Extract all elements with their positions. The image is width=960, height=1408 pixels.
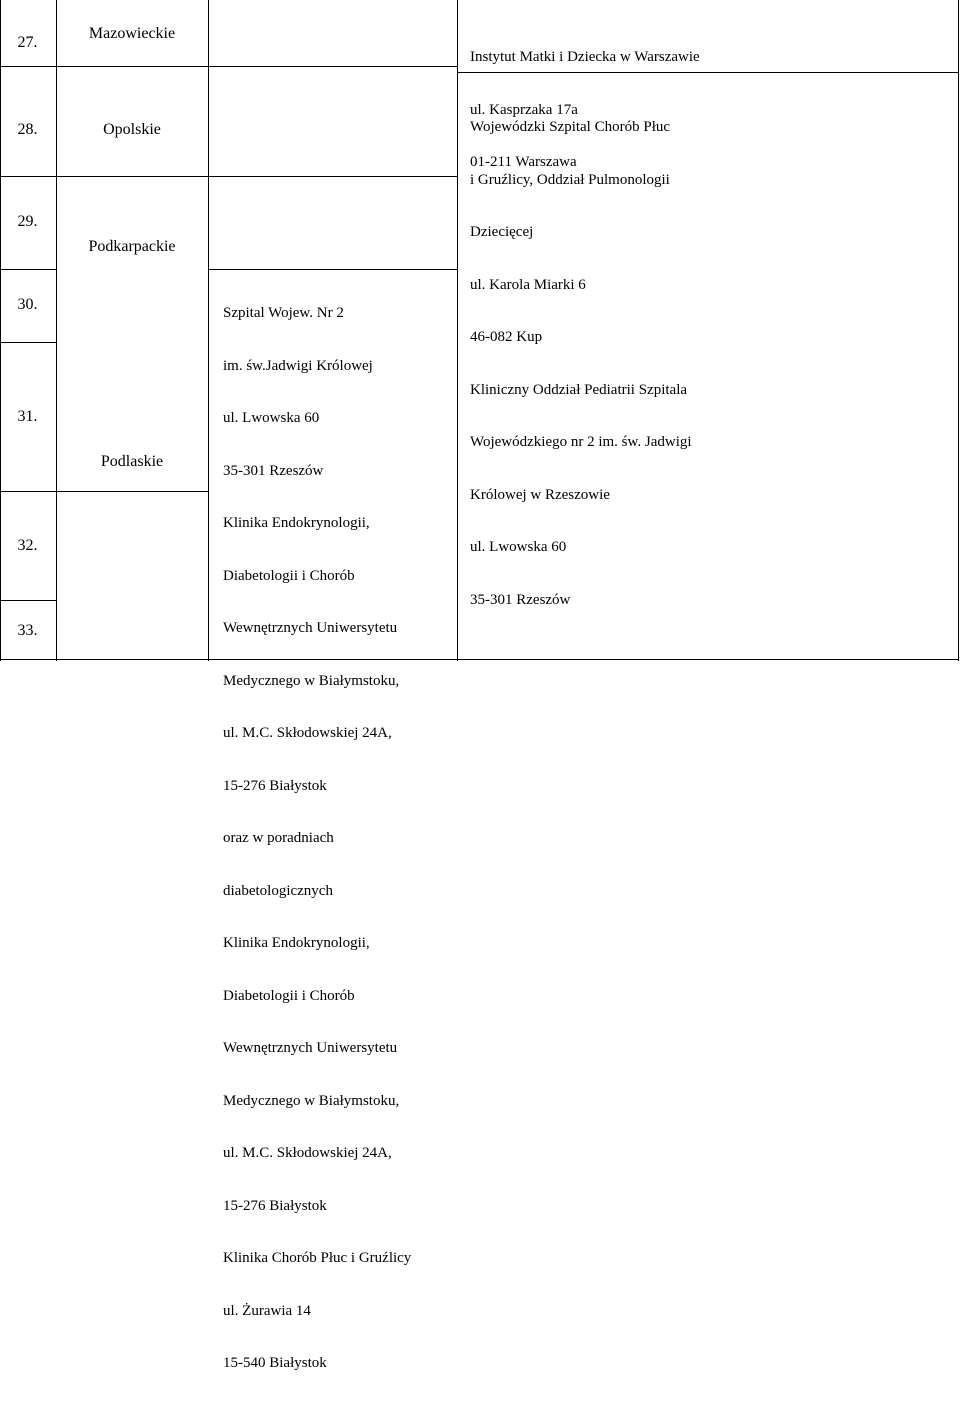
centre-line: ul. Lwowska 60 <box>470 539 567 555</box>
centre-line: ul. M.C. Skłodowskiej 24A, <box>223 1145 392 1161</box>
centre-line: 35-301 Rzeszów <box>223 462 324 479</box>
centre-line: Klinika Chorób Płuc i Gruźlicy <box>223 1250 412 1266</box>
row-number: 27. <box>17 34 38 51</box>
table-border-bottom <box>0 659 208 660</box>
table-border-left <box>0 0 1 661</box>
centre-line: Wewnętrznych Uniwersytetu <box>223 1040 398 1056</box>
column-divider <box>56 0 57 661</box>
column-divider <box>208 0 209 661</box>
row-number: 29. <box>17 213 38 230</box>
table-border-bottom <box>457 659 959 660</box>
centre-line: ul. Żurawia 14 <box>223 1302 311 1319</box>
region-name: Podlaskie <box>100 453 164 470</box>
row-number: 31. <box>17 408 38 425</box>
centre-line: im. św.Jadwigi Królowej <box>223 357 373 374</box>
centre-line: Dziecięcej <box>470 224 534 240</box>
row-divider <box>0 491 208 492</box>
centre-line: Medycznego w Białymstoku, <box>223 1092 400 1109</box>
centre-line: Klinika Endokrynologii, <box>223 515 370 531</box>
centre-line: diabetologicznych <box>223 882 333 899</box>
centre-line: ul. M.C. Skłodowskiej 24A, <box>223 725 392 741</box>
centre-line: oraz w poradniach <box>223 830 334 846</box>
centre-line: ul. Karola Miarki 6 <box>470 276 586 293</box>
centre-line: Kliniczny Oddział Pediatrii Szpitala <box>470 381 688 398</box>
centre-line: i Gruźlicy, Oddział Pulmonologii <box>470 171 670 188</box>
region-name: Podkarpackie <box>88 238 176 255</box>
centre-line: Diabetologii i Chorób <box>223 987 355 1004</box>
row-divider <box>0 269 56 270</box>
centre-line: 01-211 Warszawa <box>470 154 577 170</box>
centre-line: 35-301 Rzeszów <box>470 591 571 608</box>
centre-line: Wewnętrznych Uniwersytetu <box>223 620 398 636</box>
centre-line: Szpital Wojew. Nr 2 <box>223 305 344 321</box>
column-divider <box>457 0 458 661</box>
centre-line: Diabetologii i Chorób <box>223 567 355 584</box>
centre-line: Instytut Matki i Dziecka w Warszawie <box>470 49 700 65</box>
row-number: 32. <box>17 537 38 554</box>
row-divider <box>0 342 56 343</box>
centre-line: Królowej w Rzeszowie <box>470 486 610 503</box>
table-border-right <box>958 0 959 661</box>
row-divider <box>208 176 457 177</box>
centre-line: ul. Kasprzaka 17a <box>470 101 578 118</box>
centre-line: 46-082 Kup <box>470 329 543 345</box>
row-number: 28. <box>17 121 38 138</box>
row-divider <box>0 176 208 177</box>
region-name: Mazowieckie <box>88 25 176 42</box>
centre-line: Wojewódzki Szpital Chorób Płuc <box>470 119 671 135</box>
centre-line: 15-276 Białystok <box>223 777 327 794</box>
row-divider <box>0 600 56 601</box>
centre-line: Medycznego w Białymstoku, <box>223 672 400 689</box>
child-centres-cell <box>470 84 692 644</box>
centre-line: 15-540 Białystok <box>223 1355 327 1371</box>
row-divider <box>0 66 208 67</box>
region-name: Opolskie <box>103 121 161 138</box>
row-divider <box>208 66 457 67</box>
centre-line: Wojewódzkiego nr 2 im. św. Jadwigi <box>470 434 692 450</box>
centre-line: ul. Lwowska 60 <box>223 410 320 426</box>
row-number: 33. <box>17 622 38 639</box>
row-number: 30. <box>17 296 38 313</box>
centre-line: 15-276 Białystok <box>223 1197 327 1214</box>
adult-centres-cell <box>223 270 411 1408</box>
centre-line: Klinika Endokrynologii, <box>223 935 370 951</box>
